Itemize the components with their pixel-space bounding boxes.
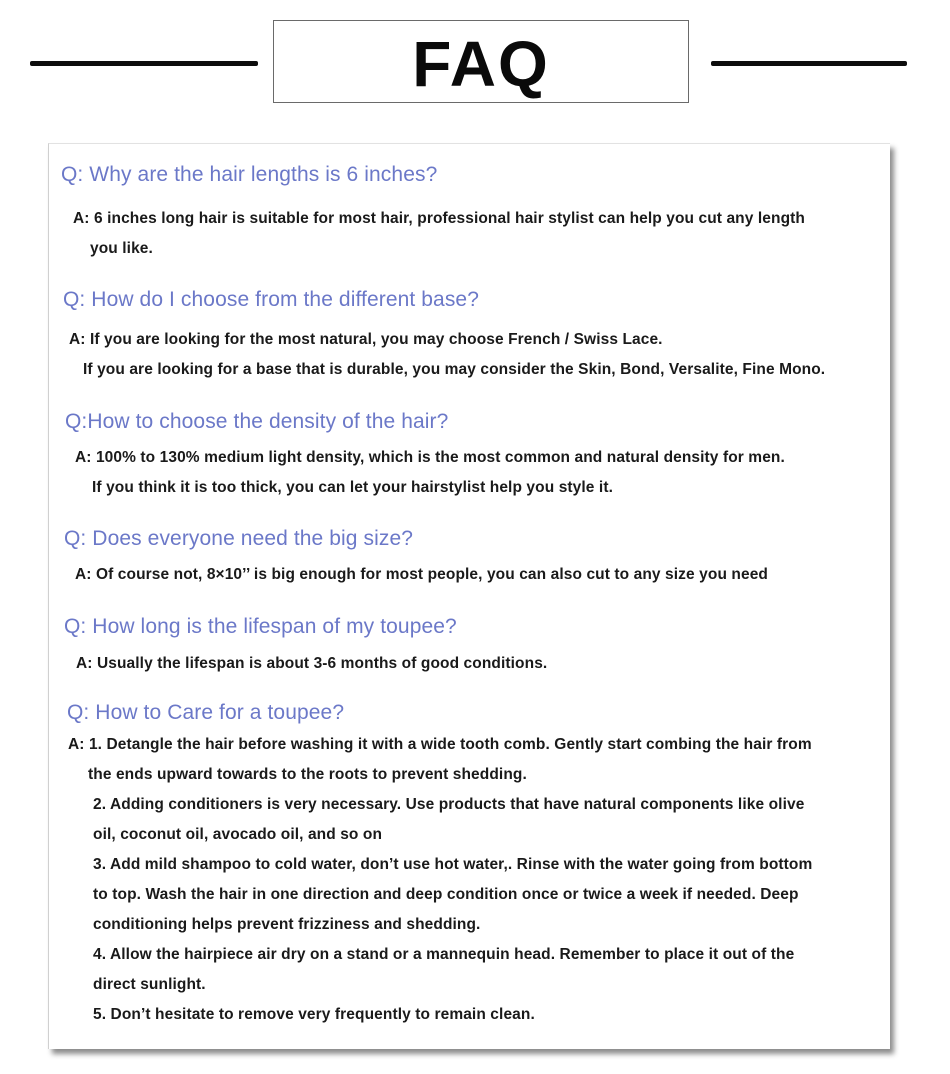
faq-question-care: Q: How to Care for a toupee? — [67, 701, 345, 724]
faq-answer-care-line-9: direct sunlight. — [93, 976, 206, 993]
faq-question-lengths: Q: Why are the hair lengths is 6 inches? — [61, 163, 438, 186]
page-title: FAQ — [412, 28, 550, 100]
faq-answer-base-line-2: If you are looking for a base that is durable, you may consider the Skin, Bond, Versalite, Fine Mono. — [83, 361, 826, 378]
faq-answer-care-line-4: oil, coconut oil, avocado oil, and so on — [93, 826, 383, 843]
faq-answer-care-line-5: 3. Add mild shampoo to cold water, don’t use hot water,. Rinse with the water going from bottom — [93, 856, 813, 873]
faq-answer-care-line-10: 5. Don’t hesitate to remove very frequently to remain clean. — [93, 1006, 535, 1023]
faq-answer-lengths-line-2: you like. — [90, 240, 153, 257]
faq-answer-care-line-7: conditioning helps prevent frizziness and shedding. — [93, 916, 481, 933]
faq-answer-care-line-8: 4. Allow the hairpiece air dry on a stand or a mannequin head. Remember to place it out of the — [93, 946, 795, 963]
faq-question-base: Q: How do I choose from the different base? — [63, 288, 479, 311]
faq-question-size: Q: Does everyone need the big size? — [64, 527, 414, 550]
faq-question-density: Q:How to choose the density of the hair? — [65, 410, 449, 433]
faq-answer-size-line-1: A: Of course not, 8×10’’ is big enough for most people, you can also cut to any size you need — [75, 566, 769, 583]
header-rule-right — [711, 61, 907, 66]
faq-answer-base-line-1: A: If you are looking for the most natural, you may choose French / Swiss Lace. — [69, 331, 663, 348]
faq-panel — [48, 143, 890, 1049]
faq-answer-density-line-2: If you think it is too thick, you can let your hairstylist help you style it. — [92, 479, 614, 496]
faq-answer-care-line-6: to top. Wash the hair in one direction and deep condition once or twice a week if needed. Deep — [93, 886, 799, 903]
faq-answer-care-line-1: A: 1. Detangle the hair before washing it with a wide tooth comb. Gently start combing the hair from — [68, 736, 812, 753]
faq-answer-density-line-1: A: 100% to 130% medium light density, which is the most common and natural density for men. — [75, 449, 785, 466]
faq-question-lifespan: Q: How long is the lifespan of my toupee? — [64, 615, 457, 638]
header-rule-left — [30, 61, 258, 66]
faq-answer-care-line-2: the ends upward towards to the roots to prevent shedding. — [88, 766, 527, 783]
faq-answer-lifespan-line-1: A: Usually the lifespan is about 3-6 months of good conditions. — [76, 655, 548, 672]
faq-answer-care-line-3: 2. Adding conditioners is very necessary. Use products that have natural components like olive — [93, 796, 805, 813]
faq-answer-lengths-line-1: A: 6 inches long hair is suitable for most hair, professional hair stylist can help you cut any length — [73, 210, 805, 227]
